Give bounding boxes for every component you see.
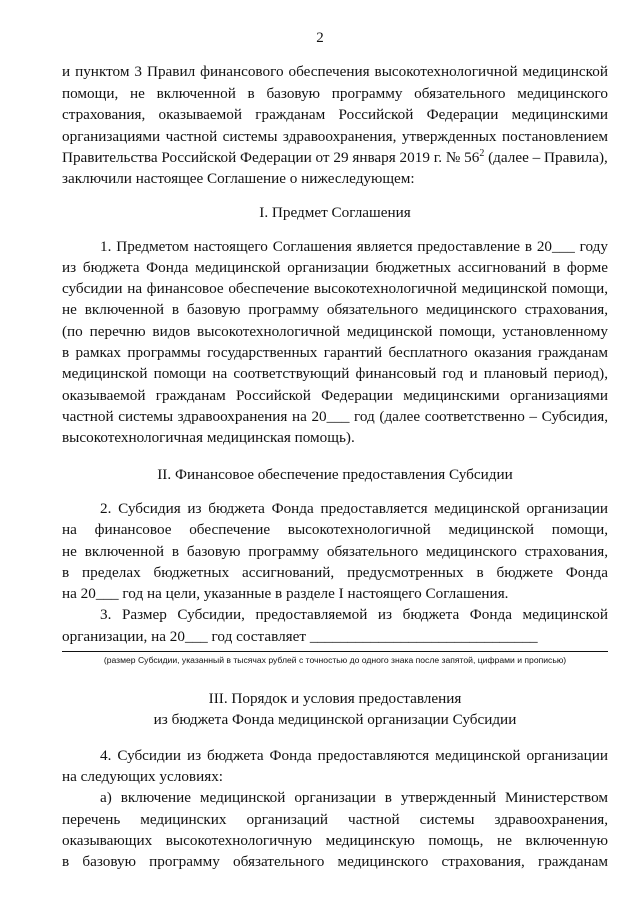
- section-title: из бюджета Фонда медицинской организации Субсидии: [153, 711, 517, 728]
- footnote-reference: 2: [479, 147, 485, 159]
- section-title: I. Предмет Соглашения: [259, 204, 411, 221]
- intro-line: [62, 149, 608, 168]
- paragraph-line: на следующих условиях:: [62, 768, 224, 785]
- paragraph-line: а) включение медицинской организации в утвержденный Министерством: [100, 789, 608, 806]
- intro-line-text: Правительства Российской Федерации от 29 января 2019 г. № 56: [62, 149, 480, 166]
- paragraph-line: (по перечню видов высокотехнологичной медицинской помощи, установленному: [62, 323, 608, 340]
- intro-line: заключили настоящее Соглашение о нижеследующем:: [62, 170, 415, 187]
- paragraph-line: 1. Предметом настоящего Соглашения является предоставление в 20___ году: [100, 238, 608, 255]
- amount-caption: (размер Субсидии, указанный в тысячах рублей с точностью до одного знака после запятой, цифрами и прописью): [103, 655, 567, 665]
- paragraph-line: высокотехнологичная медицинская помощь).: [62, 429, 355, 446]
- paragraph-line: не включенной в базовую программу обязательного медицинского страхования,: [62, 301, 608, 318]
- paragraph-line: в рамках программы государственных гарантий бесплатного оказания гражданам: [62, 344, 608, 361]
- paragraph-line: организации, на 20___ год составляет ______________________________: [62, 628, 538, 645]
- paragraph-line: на 20___ год на цели, указанные в разделе I настоящего Соглашения.: [62, 585, 509, 602]
- paragraph-line: не включенной в базовую программу обязательного медицинского страхования,: [62, 543, 608, 560]
- paragraph-line: 4. Субсидии из бюджета Фонда предоставляются медицинской организации: [100, 747, 608, 764]
- fill-in-rule: [62, 651, 608, 652]
- paragraph-line: медицинской помощи на соответствующий финансовый год и плановый период),: [62, 365, 608, 382]
- paragraph-line: частной системы здравоохранения на 20___ год (далее соответственно – Субсидия,: [62, 408, 608, 425]
- paragraph-line: субсидии на финансовое обеспечение высокотехнологичной медицинской помощи,: [62, 280, 608, 297]
- paragraph-line: 2. Субсидия из бюджета Фонда предоставляется медицинской организации: [100, 500, 608, 517]
- paragraph-line: 3. Размер Субсидии, предоставляемой из бюджета Фонда медицинской: [100, 606, 608, 623]
- paragraph-line: в пределах бюджетных ассигнований, предусмотренных в бюджете Фонда: [62, 564, 608, 581]
- paragraph-line: на финансовое обеспечение высокотехнологичной медицинской помощи,: [62, 521, 608, 538]
- section-title: III. Порядок и условия предоставления: [208, 690, 462, 707]
- intro-line: страхования, оказываемой гражданам Российской Федерации медицинскими: [62, 106, 608, 123]
- paragraph-line: оказываемой гражданам Российской Федерации медицинскими организациями: [62, 387, 608, 404]
- intro-line: и пунктом 3 Правил финансового обеспечения высокотехнологичной медицинской: [62, 63, 608, 80]
- intro-line: организациями частной системы здравоохранения, утвержденных постановлением: [62, 128, 608, 145]
- intro-line-tail: (далее – Правила),: [484, 149, 608, 166]
- paragraph-line: перечень медицинских организаций частной системы здравоохранения,: [62, 811, 608, 828]
- section-title: II. Финансовое обеспечение предоставления Субсидии: [157, 466, 513, 483]
- intro-line: помощи, не включенной в базовую программу обязательного медицинского: [62, 85, 608, 102]
- paragraph-line: оказывающих высокотехнологичную медицинскую помощь, не включенную: [62, 832, 608, 849]
- page-number: 2: [316, 30, 324, 46]
- paragraph-line: в базовую программу обязательного медицинского страхования, гражданам: [62, 853, 608, 870]
- paragraph-line: из бюджета Фонда медицинской организации бюджетных ассигнований в форме: [62, 259, 608, 276]
